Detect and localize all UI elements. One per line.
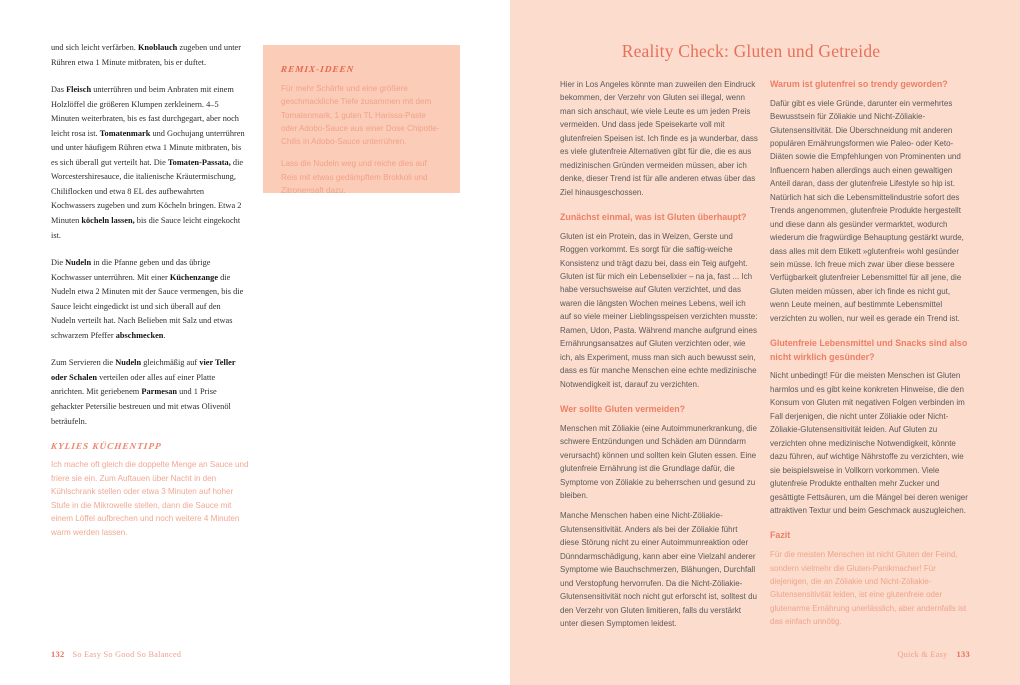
recipe-text: unterrühren und beim Anbraten mit einem Holzlöffel die größeren Klumpen zerkleinern. 4–5 Minuten weiterbraten, bis es fast durchgegart, aber noch leicht rosa ist. <box>51 85 239 138</box>
recipe-ingredient-emphasis: Nudeln <box>65 258 92 268</box>
recipe-text: Die <box>51 258 66 268</box>
recipe-text: Zum Servieren die <box>51 358 116 368</box>
remix-ideas-heading: REMIX-IDEEN <box>280 64 355 74</box>
article-paragraph: Manche Menschen haben eine Nicht-Zöliakie-Glutensensitivität. Anders als bei der Zöliakie führt diese Störung nicht zu einer Autoimmunreaktion oder Dünndarmschädigung, kann aber eine Vielzahl anderer Symptome wie Bauchschmerzen, Blähungen, Durchfall und Verstopfung hervorrufen. Da die Nicht-Zöliakie-Glutensensitivität noch nicht gut erforscht ist, solltest du den Verzehr von Gluten limitieren, falls du verstärkt unter diesen Symptomen leidest. <box>560 511 757 629</box>
kitchen-tip-block <box>51 441 251 540</box>
right-page-footer <box>898 650 970 659</box>
recipe-ingredient-emphasis: köcheln lassen, <box>81 216 135 226</box>
article-subheading: Zunächst einmal, was ist Gluten überhaupt? <box>560 212 747 223</box>
left-page-footer-label: So Easy So Good So Balanced <box>72 650 182 659</box>
recipe-text: und sich leicht verfärben. <box>51 43 138 52</box>
article-subheading: Warum ist glutenfrei so trendy geworden? <box>770 79 948 89</box>
recipe-text: in die Pfanne geben und das übrige Kochwasser unterrühren. Mit einer <box>51 258 211 282</box>
recipe-text: und Gochujang unterrühren und unter häufigem Rühren etwa 1 Minute mitbraten, bis es sich überall gut verteilt hat. Die <box>51 128 245 167</box>
article-subheading: Wer sollte Gluten vermeiden? <box>560 404 686 415</box>
left-page-number: 132 <box>51 650 65 659</box>
recipe-text: die Worcestershiresauce, die italienische Kräutermischung, Chiliflocken und etwa 8 EL des aufbewahrten Kochwassers zugeben und zum Köcheln bringen. Etwa 2 Minuten <box>51 157 244 226</box>
article-title: Reality Check: Gluten und Getreide <box>621 41 881 61</box>
remix-idea-paragraph: Lass die Nudeln weg und reiche dies auf Reis mit etwas gedämpftem Brokkoli und Zitronensaft dazu. <box>281 159 428 196</box>
article-paragraph: Dafür gibt es viele Gründe, darunter ein vermehrtes Bewusstsein für Zöliakie und Nicht-Zöliakie-Glutensensitivität. Die Überschneidung mit anderen populären Ernährungsformen wie Paleo- oder Keto-Diäten sowie die Empfehlungen von Prominenten und Influencern haben allerdings auch einen gewaltigen Anteil daran, dass der glutenfreie Lifestyle so hip ist. Natürlich hat sich die Lebensmittelindustrie sofort des Trends angenommen, glutenfreie Produkte hergestellt und diese dann als gesünder vermarktet, wodurch wiederum die fragwürdige Behauptung gestärkt wurde, dass alles mit dem Etikett »glutenfrei« wohl gesünder sein müsse. Ich freue mich zwar über diese bessere Verfügbarkeit glutenfreier Lebensmittel für all jene, die Gluten meiden müssen, aber ich finde es nicht gut, wenn Leute meinen, auf bestimmte Lebensmittel verzichten zu wollen, nur weil es gerade ein Trend ist. <box>770 98 964 323</box>
recipe-ingredient-emphasis: Parmesan <box>141 387 178 397</box>
recipe-text: die Nudeln etwa 2 Minuten mit der Sauce vermengen, bis die Sauce leicht eingedickt ist und sich überall auf den Nudeln verteilt hat. Nach Belieben mit Salz und etwas schwarzem Pfeffer <box>51 272 244 340</box>
recipe-ingredient-emphasis: abschmecken <box>115 330 164 340</box>
left-page-footer <box>51 650 181 659</box>
article-paragraph: Hier in Los Angeles könnte man zuweilen den Eindruck bekommen, der Verzehr von Gluten sei illegal, wenn man sich anschaut, wie viele Leute es um jeden Preis vermeiden. Und dass jede Speisekarte voll mit glutenfreien Speisen ist. Ich finde es ja wunderbar, dass es viele glutenfreie Alternativen gibt für die, die es aus medizinischen Gründen vermeiden müssen, aber ich denke, dieser Trend ist für alle anderen etwas über das Ziel hinausgeschossen. <box>560 80 758 197</box>
recipe-text: und 1 Prise gehackter Petersilie bestreuen und mit etwas Olivenöl beträufeln. <box>51 387 231 426</box>
article-paragraph: Menschen mit Zöliakie (eine Autoimmunerkrankung, die schwere Entzündungen und Schäden am Dünndarm verursacht) können und sollten kein Gluten essen. Eine glutenfreie Ernährung ist die Grundlage dafür, die Symptome von Zöliakie zu beherrschen und gesund zu bleiben. <box>560 423 757 500</box>
article-paragraph: Nicht unbedingt! Für die meisten Menschen ist Gluten harmlos und es gibt keine konkreten Hinweise, die den Konsum von Gluten mit negativen Folgen verbinden im Fall derjenigen, die nicht unter Zöliakie oder Nicht-Zöliakie-Glutensensitivität leiden. Auf Gluten zu verzichten ohne medizinische Notwendigkeit, könnte dazu führen, auf wichtige Nährstoffe zu verzichten, wie sie beispielsweise in Vollkorn vorkommen. Viele glutenfreie Produkte enthalten mehr Zucker und gesättigte Fettsäuren, um die Mängel bei deren weniger attraktiven Textur und beim Geschmack auszugleichen. <box>770 371 968 516</box>
recipe-ingredient-emphasis: Knoblauch <box>137 43 178 52</box>
recipe-text: zugeben und unter Rühren etwa 1 Minute mitbraten, bis er duftet. <box>51 43 242 67</box>
right-page-number: 133 <box>956 650 970 659</box>
recipe-ingredient-emphasis: vier Teller oder Schalen <box>51 358 236 382</box>
recipe-text: . <box>163 330 166 340</box>
article-column-1 <box>560 78 758 643</box>
recipe-instructions-column <box>51 41 245 442</box>
recipe-text: gleichmäßig auf <box>141 358 200 368</box>
recipe-ingredient-emphasis: Tomaten-Passata, <box>167 157 231 167</box>
article-subheading: Glutenfreie Lebensmittel und Snacks sind also nicht wirklich gesünder? <box>770 338 968 362</box>
recipe-text: bis die Sauce leicht eingekocht ist. <box>51 216 241 240</box>
recipe-text: Das <box>51 85 67 95</box>
right-page <box>510 0 1020 685</box>
recipe-ingredient-emphasis: Küchenzange <box>169 272 219 282</box>
recipe-paragraph <box>51 356 245 429</box>
kitchen-tip-body: Ich mache oft gleich die doppelte Menge an Sauce und friere sie ein. Zum Auftauen über Nacht in den Kühlschrank stellen oder etwa 3 Minuten auf hoher Stufe in die Mikrowelle stellen, dann die Sauce mit einem Löffel aufbrechen und noch weitere 4 Minuten warm werden lassen. <box>51 460 249 537</box>
recipe-paragraph <box>51 41 245 70</box>
kitchen-tip-heading: KYLIES KÜCHENTIPP <box>50 441 163 451</box>
recipe-ingredient-emphasis: Tomatenmark <box>99 128 151 138</box>
remix-ideas-box <box>263 45 460 196</box>
remix-idea-paragraph: Für mehr Schärfe und eine größere geschmackliche Tiefe zusammen mit dem Tomatenmark, 1 guten TL Harissa-Paste oder Adobo-Sauce aus einer Dose Chipotle-Chilis in Adobo-Sauce unterrühren. <box>281 84 440 147</box>
recipe-paragraph <box>51 83 245 243</box>
article-subheading: Fazit <box>770 530 791 541</box>
right-page-footer-label: Quick & Easy <box>897 650 948 659</box>
article-paragraph: Gluten ist ein Protein, das in Weizen, Gerste und Roggen vorkommt. Es sorgt für die saftig-weiche Konsistenz und trägt dazu bei, dass ein Teig aufgeht. Gluten ist für mich ein Lebenselixier – na ja, fast ... Ich habe versuchsweise auf Gluten verzichtet, und das waren die längsten Wochen meines Lebens, weil ich auf so viele meiner Lieblingsspeisen verzichten musste: Ramen, Udon, Pasta. Während manche aufgrund eines Ernährungsansatzes auf Gluten verzichten oder, wie ich, als Experiment, muss man sich auch bewusst sein, dass es für manche Menschen eine echte medizinische Notwendigkeit ist, darauf zu verzichten. <box>560 231 758 389</box>
recipe-text: verteilen oder alles auf einer Platte anrichten. Mit geriebenem <box>51 372 216 397</box>
recipe-paragraph <box>51 256 245 343</box>
recipe-ingredient-emphasis: Nudeln <box>115 358 142 368</box>
recipe-ingredient-emphasis: Fleisch <box>66 85 92 95</box>
remix-ideas-body <box>281 82 442 197</box>
article-column-2 <box>770 78 968 641</box>
article-paragraph: Für die meisten Menschen ist nicht Gluten der Feind, sondern vielmehr die Gluten-Panikmacher! Für diejenigen, die an Zöliakie und Nicht-Zöliakie-Glutensensitivität leiden, ist eine glutenfreie oder glutenarme Ernährung unerlässlich, aber andernfalls ist das einfach unnötig. <box>770 550 967 627</box>
